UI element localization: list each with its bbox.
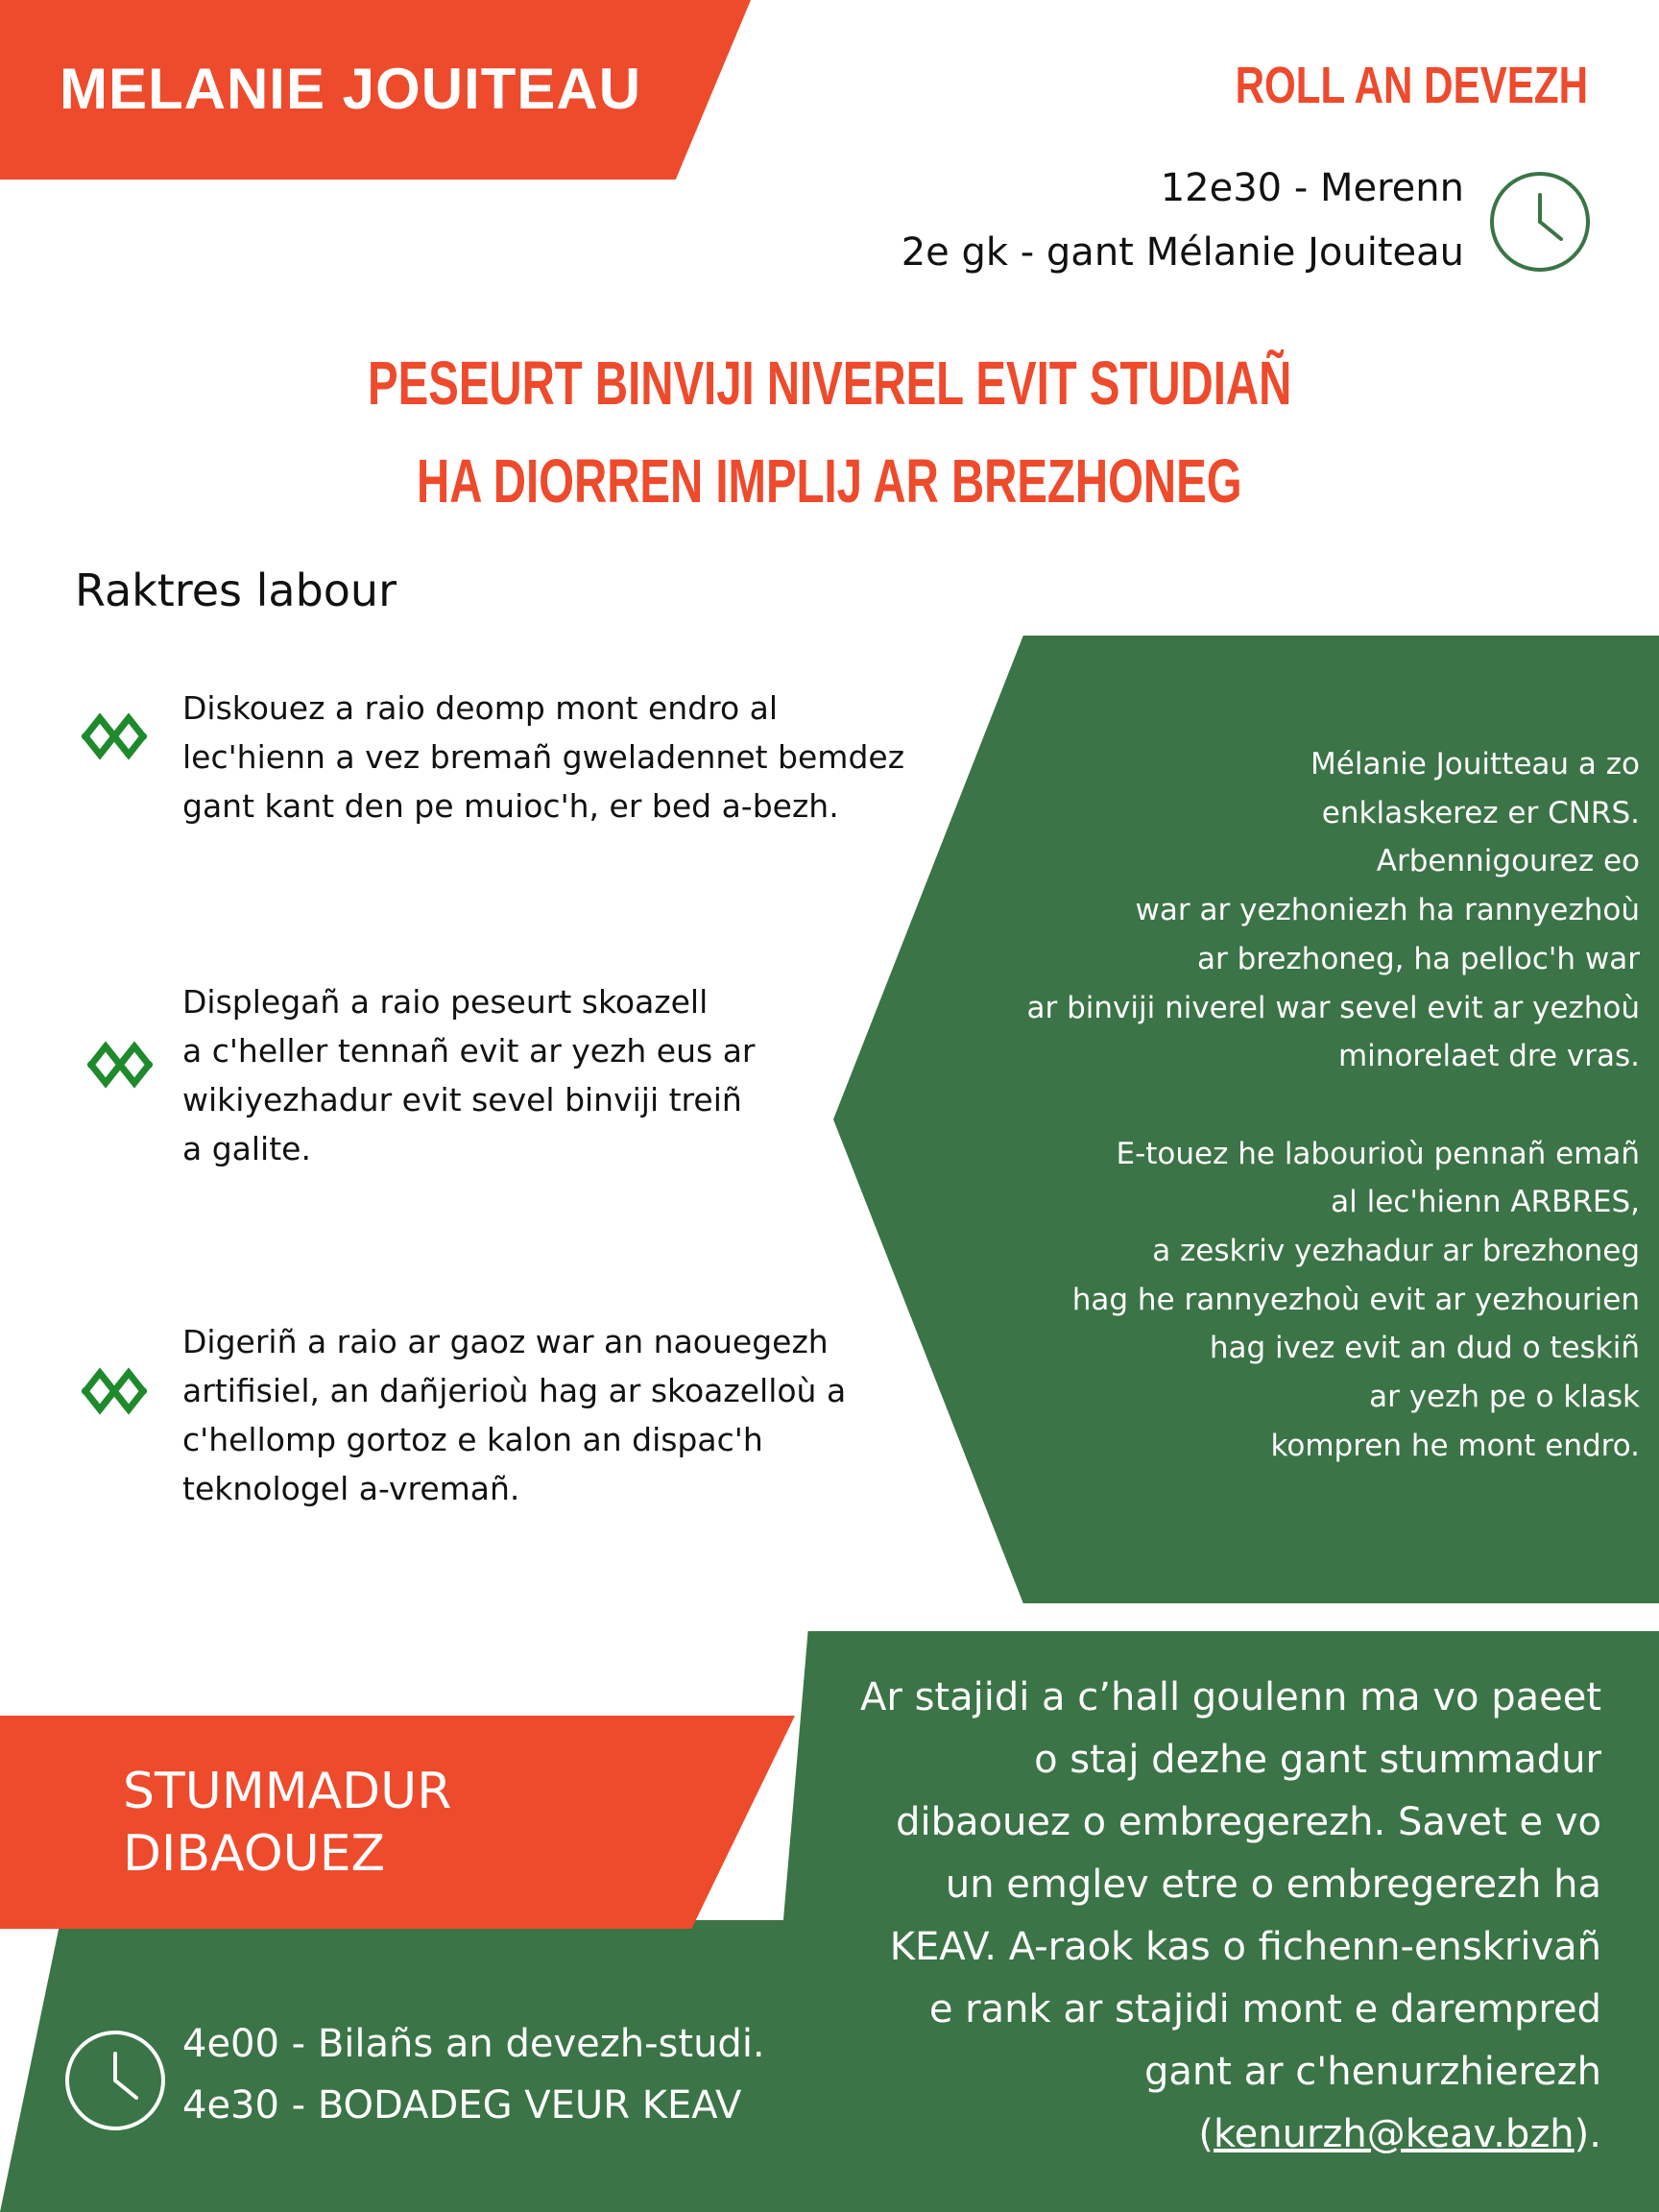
- footer-schedule-line-2: 4e30 - BODADEG VEUR KEAV: [182, 2083, 742, 2128]
- schedule-line-1: 12e30 - Merenn: [1160, 166, 1464, 210]
- celtic-knot-icon: [80, 1033, 160, 1096]
- main-title-line-1: PESEURT BINVIJI NIVEREL EVIT STUDIAÑ: [367, 349, 1292, 418]
- training-title: STUMMADUR DIBAOUEZ: [123, 1763, 452, 1883]
- speaker-name: MELANIE JOUITEAU: [60, 57, 642, 121]
- clock-icon: [1488, 170, 1592, 274]
- program-heading: Raktres labour: [75, 565, 397, 616]
- footer-schedule-line-1: 4e00 - Bilañs an devezh-studi.: [182, 2022, 765, 2066]
- program-item-1: Diskouez a raio deomp mont endro al lec'hienn a vez bremañ gweladennet bemdez gant kant den pe muioc'h, er bed a-bezh.: [182, 689, 905, 825]
- schedule-title: ROLL AN DEVEZH: [1235, 57, 1588, 114]
- schedule-line-2: 2e gk - gant Mélanie Jouiteau: [901, 230, 1464, 275]
- training-text: Ar stajidi a c’hall goulenn ma vo paeet o staj dezhe gant stummadur dibaouez o embregerezh. Savet e vo un emglev etre o embregerezh ha KEAV. A-raok kas o fichenn-enskrivañ e rank ar stajidi mont e darempred gant ar c'henurzhierezh (kenurzh@keav.bzh).: [860, 1675, 1601, 2156]
- main-title-line-2: HA DIORREN IMPLIJ AR BREZHONEG: [417, 446, 1242, 516]
- bio-text: Mélanie Jouitteau a zo enklaskerez er CNRS. Arbennigourez eo war ar yezhoniezh ha rannyezhoù ar brezhoneg, ha pelloc'h war ar binviji niverel war sevel evit ar yezhoù minorelaet dre vras. E-touez he labourioù pennañ emañ al lec'hienn ARBRES, a zeskriv yezhadur ar brezhoneg hag he rannyezhoù evit ar yezhourien hag ivez evit an dud o teskiñ ar yezh pe o klask kompren he mont endro.: [1026, 747, 1640, 1463]
- email-link[interactable]: kenurzh@keav.bzh: [1213, 2112, 1575, 2156]
- celtic-knot-icon: [74, 1359, 155, 1423]
- program-item-3: Digeriñ a raio ar gaoz war an naouegezh artifisiel, an dañjerioù hag ar skoazelloù a c'hellomp gortoz e kalon an dispac'h teknologel a-vremañ.: [182, 1323, 847, 1507]
- clock-icon: [63, 2029, 167, 2132]
- program-item-2: Displegañ a raio peseurt skoazell a c'heller tennañ evit ar yezh eus ar wikiyezhadur evit sevel binviji treiñ a galite.: [182, 983, 756, 1167]
- celtic-knot-icon: [74, 705, 155, 768]
